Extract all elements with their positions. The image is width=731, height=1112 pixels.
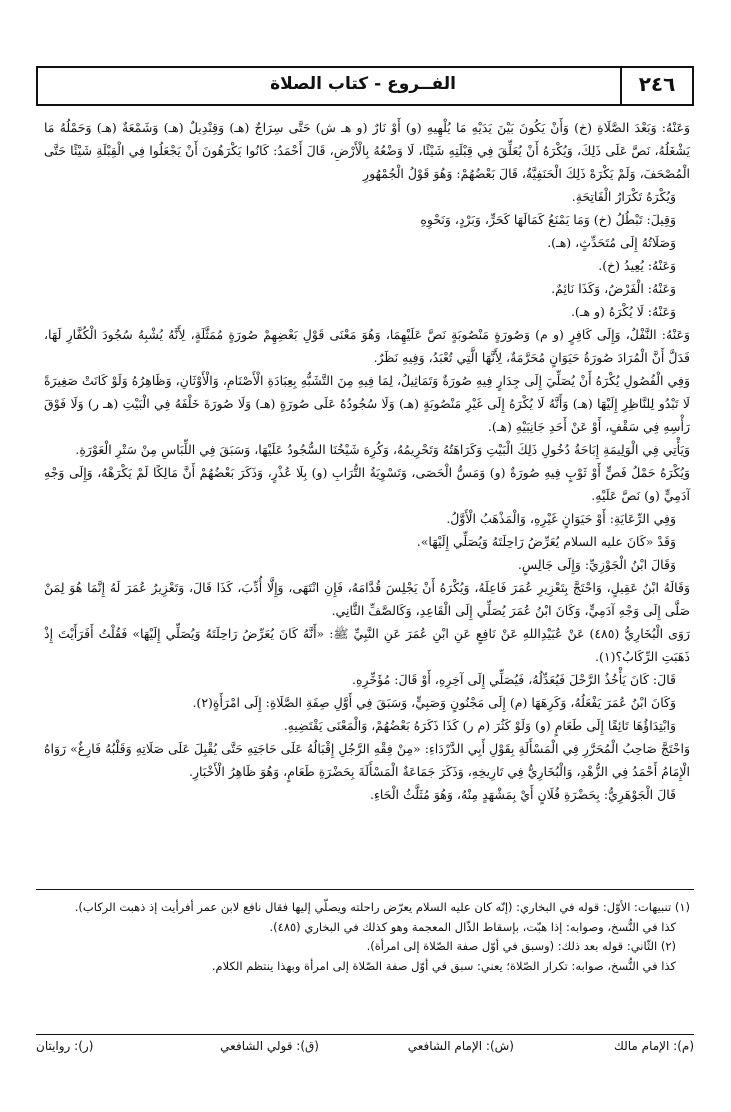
running-header (36, 66, 694, 106)
main-text (44, 116, 690, 806)
paragraph: وَقَدْ «كَانَ عليه السلام يُعَرِّضُ رَاحِلَتَهُ وَيُصَلِّي إِلَيْهَا». (416, 534, 676, 549)
paragraph: قَالَ: كَانَ يَأْخُذُ الرَّحْلَ فَيُعَدِّلُهُ، فَيُصَلِّي إِلَى آخِرِهِ، أَوْ قَالَ: مُؤَخِّرِهِ. (352, 672, 676, 687)
abbreviation-legend (36, 1034, 694, 1061)
paragraph: وَفِي الْفُصُولِ يُكْرَهُ أَنْ يُصَلِّيَ إِلَى جِدَارٍ فِيهِ صُورَةٌ وَتَمَاثِيلُ، لِمَا فِيهِ مِنَ التَّشَبُّهِ بِعِبَادَةِ الْأَصْنَامِ، وَالْأَوْثَانِ، وَظَاهِرُهُ وَلَوْ كَانَتْ صَغِيرَةً لَا تَبْدُو لِلنَّاظِرِ إِلَيْهَا (هـ) وَأَنَّهُ لَا يُكْرَهُ إِلَى غَيْرِ مَنْصُوبَةٍ (هـ) وَلَا سُجُودُهُ عَلَى صُورَةٍ (هـ) وَلَا صُورَةَ خَلْفَهُ فِي الْبَيْتِ (هـ ر) وَلَا فَوْقَ رَأْسِهِ فِي سَقْفٍ، أَوْ عَنْ أَحَدِ جَانِبَيْهِ (هـ). (44, 373, 690, 434)
paragraph: وَيُكْرَهُ تَكْرَارُ الْفَاتِحَةِ. (571, 189, 676, 204)
paragraph: قَالَ الْجَوْهَرِيُّ: بِحَضْرَةِ فُلَانٍ أَيْ بِمَشْهَدٍ مِنْهُ، وَهُوَ مُثَلَّثُ الْحَاءِ. (370, 787, 676, 802)
legend-item: (م): الإمام مالك (613, 1039, 694, 1053)
paragraph: وَكَانَ ابْنُ عُمَرَ يَفْعَلُهُ، وَكَرِهَهَا (م) إِلَى مَجْنُونٍ وَصَبِيٍّ، وَسَبَقَ فِي أَوَّلِ صِفَةِ الصَّلَاةِ: إِلَى امْرَأَةٍ(٢). (192, 695, 676, 710)
paragraph: وَصَلَاتُهُ إِلَى مُتَحَدِّثٍ، (هـ). (547, 235, 676, 250)
footnotes (44, 898, 690, 976)
header-divider (620, 68, 622, 104)
paragraph: وَقَالَهُ ابْنُ عَقِيلٍ، وَاحْتَجَّ بِتَعْزِيرِ عُمَرَ فَاعِلَهُ، وَيُكْرَهُ أَنْ يَجْلِسَ قُدَّامَهُ، فَإِنِ انْتَهَى، وَإِلَّا أُدِّبَ، كَذَا قَالَ، وَتَعْزِيرُ عُمَرَ لَهُ إِنَّمَا هُوَ لِمَنْ صَلَّى إِلَى وَجْهِ آدَمِيٍّ، وَكَانَ ابْنُ عُمَرَ يُصَلِّي إِلَى الْقَاعِدِ، وَكَالصَّفِّ الثَّانِي. (44, 580, 690, 618)
paragraph: وَاحْتَجَّ صَاحِبُ الْمُحَرَّرِ فِي الْمَسْأَلَةِ بِقَوْلِ أَبِي الدَّرْدَاءِ: «مِنْ فِقْهِ الرَّجُلِ إِقْبَالُهُ عَلَى حَاجَتِهِ حَتَّى يُقْبِلَ عَلَى صَلَاتِهِ وَقَلْبُهُ فَارِغٌ» رَوَاهُ الْإِمَامُ أَحْمَدُ فِي الزُّهْدِ، وَالْبُخَارِيُّ فِي تَارِيخِهِ، وَذَكَرَ جَمَاعَةٌ الْمَسْأَلَةَ بِحَضْرَةِ طَعَامٍ، وَهُوَ ظَاهِرُ الْأَخْبَارِ. (44, 741, 690, 779)
paragraph: وَعَنْهُ: لَا يُكْرَهُ (و هـ). (570, 304, 676, 319)
footnote-separator (36, 889, 694, 890)
paragraph: وَقَالَ ابْنُ الْجَوْزِيِّ: وَإِلَى جَالِسٍ. (517, 557, 676, 572)
paragraph: رَوَى الْبُخَارِيُّ (٤٨٥) عَنْ عُبَيْدِاللهِ عَنْ نَافِعٍ عَنِ ابْنِ عُمَرَ عَنِ النَّبِيِّ ﷺ: «أَنَّهُ كَانَ يُعَرِّضُ رَاحِلَتَهُ وَيُصَلِّي إِلَيْهَا» فَقُلْتُ أَفَرَأَيْتَ إِذْ ذَهَبَتِ الرِّكَابُ؟(١). (44, 626, 690, 664)
footnote: كذا في النُّسخ، وصوابه: إذا هبّت، بإسقاط الذّال المعجمة وهو كذلك في البخاري (٤٨٥). (269, 919, 676, 934)
paragraph: وَفِي الرِّعَايَةِ: أَوْ حَيَوَانٍ غَيْرِهِ، وَالْمَذْهَبُ الْأَوَّلُ. (446, 511, 676, 526)
footnote: (١) تنبيهات: الأوّل: قوله في البخاري: (إنّه كان عليه السلام يعرّض راحلته ويصلّي إليها فقال نافع لابن عمر أفرأيت إذ ذهبت الركاب). (74, 900, 690, 914)
footnote: كذا في النُّسخ، صوابه: تكرار الصّلاة؛ يعني: سبق في أوّل صفة الصّلاة إلى امرأة وبهذا ينتظم الكلام. (211, 958, 676, 973)
paragraph: وَعَنْهُ: يُعِيدُ (خ). (598, 258, 676, 273)
paragraph: وَيَأْتِي فِي الْوَلِيمَةِ إِبَاحَةُ دُخُولِ ذَلِكَ الْبَيْتِ وَكَرَاهَتُهُ وَتَحْرِيمُهُ، وَكُرِهَ شَيْخُنَا السُّجُودُ عَلَيْهَا، وَسَبَقَ فِي اللِّبَاسِ مِنْ سَتْرِ الْعَوْرَةِ. (75, 442, 690, 457)
paragraph: وَعَنْهُ: النَّفْلُ، وَإِلَى كَافِرٍ (و م) وَصُورَةٍ مَنْصُوبَةٍ نَصَّ عَلَيْهِمَا، وَهُوَ مَعْنَى قَوْلِ بَعْضِهِمْ صُورَةٍ مُمَثَّلَةٍ، لِأَنَّهُ يُشْبِهُ سُجُودَ الْكُفَّارِ لَهَا، فَدَلَّ أَنَّ الْمُرَادَ صُورَةُ حَيَوَانٍ مُحَرَّمَةٌ، لِأَنَّهَا الَّتِي تُعْبَدُ، وَفِيهِ نَظَرٌ. (44, 327, 690, 365)
running-title: الفــروع - كتاب الصلاة (270, 74, 456, 94)
paragraph: وَقِيلَ: تَبْطُلُ (خ) وَمَا يَمْنَعُ كَمَالَهَا كَحَرٍّ، وَبَرْدٍ، وَنَحْوِهِ (420, 212, 676, 227)
footnote: (٢) الثّاني: قوله بعد ذلك: (وسبق في أوّل صفة الصّلاة إلى امرأة). (366, 939, 676, 953)
paragraph: وَابْتِدَاؤُهَا تَائِقًا إِلَى طَعَامٍ (و) وَلَوْ كَثُرَ (م ر) كَذَا ذَكَرَهُ بَعْضُهُمْ، وَالْمَعْنَى يَقْتَضِيهِ. (283, 718, 676, 733)
paragraph: وَعَنْهُ: وَبَعْدَ الصَّلَاةِ (خ) وَأَنْ يَكُونَ بَيْنَ يَدَيْهِ مَا يُلْهِيهِ (و) أَوْ نَارٌ (و هـ ش) حَتَّى سِرَاجٌ (هـ) وَقِنْدِيلٌ (هـ) وَشَمْعَةٌ (هـ) وَحَمْلُهُ مَا يَشْغَلُهُ، نَصَّ عَلَى ذَلِكَ، وَيُكْرَهُ أَنْ يُعَلِّقَ فِي قِبْلَتِهِ شَيْئًا، لَا وَضْعُهُ بِالْأَرْضِ، قَالَ أَحْمَدُ: كَانُوا يَكْرَهُونَ أَنْ يَجْعَلُوا فِي الْقِبْلَةِ شَيْئًا حَتَّى الْمُصْحَفَ، وَلَمْ يَكْرَهْ ذَلِكَ الْحَنَفِيَّةُ، قَالَ بَعْضُهُمْ: وَهُوَ قَوْلُ الْجُمْهُورِ (44, 120, 690, 181)
page-number: ٢٤٦ (638, 72, 676, 96)
legend-item: (ش): الإمام الشافعي (407, 1039, 514, 1053)
legend-item: (ق): قولي الشافعي (220, 1039, 319, 1053)
legend-item: (ر): روايتان (36, 1039, 94, 1053)
paragraph: وَيُكْرَهُ حَمْلُ فَصٍّ أَوْ ثَوْبٍ فِيهِ صُورَةٌ (و) وَمَسُّ الْحَصَى، وَتَسْوِيَةُ التُّرَابِ (و) بِلَا عُذْرٍ، وَذَكَرَ بَعْضُهُمْ أَنَّ مَالِكًا لَمْ يَكْرَهْهُ، وَإِلَى وَجْهِ آدَمِيٍّ (و) نَصَّ عَلَيْهِ. (44, 465, 690, 503)
paragraph: وَعَنْهُ: الْفَرْضُ، وَكَذَا نَائِمٌ. (551, 281, 676, 296)
